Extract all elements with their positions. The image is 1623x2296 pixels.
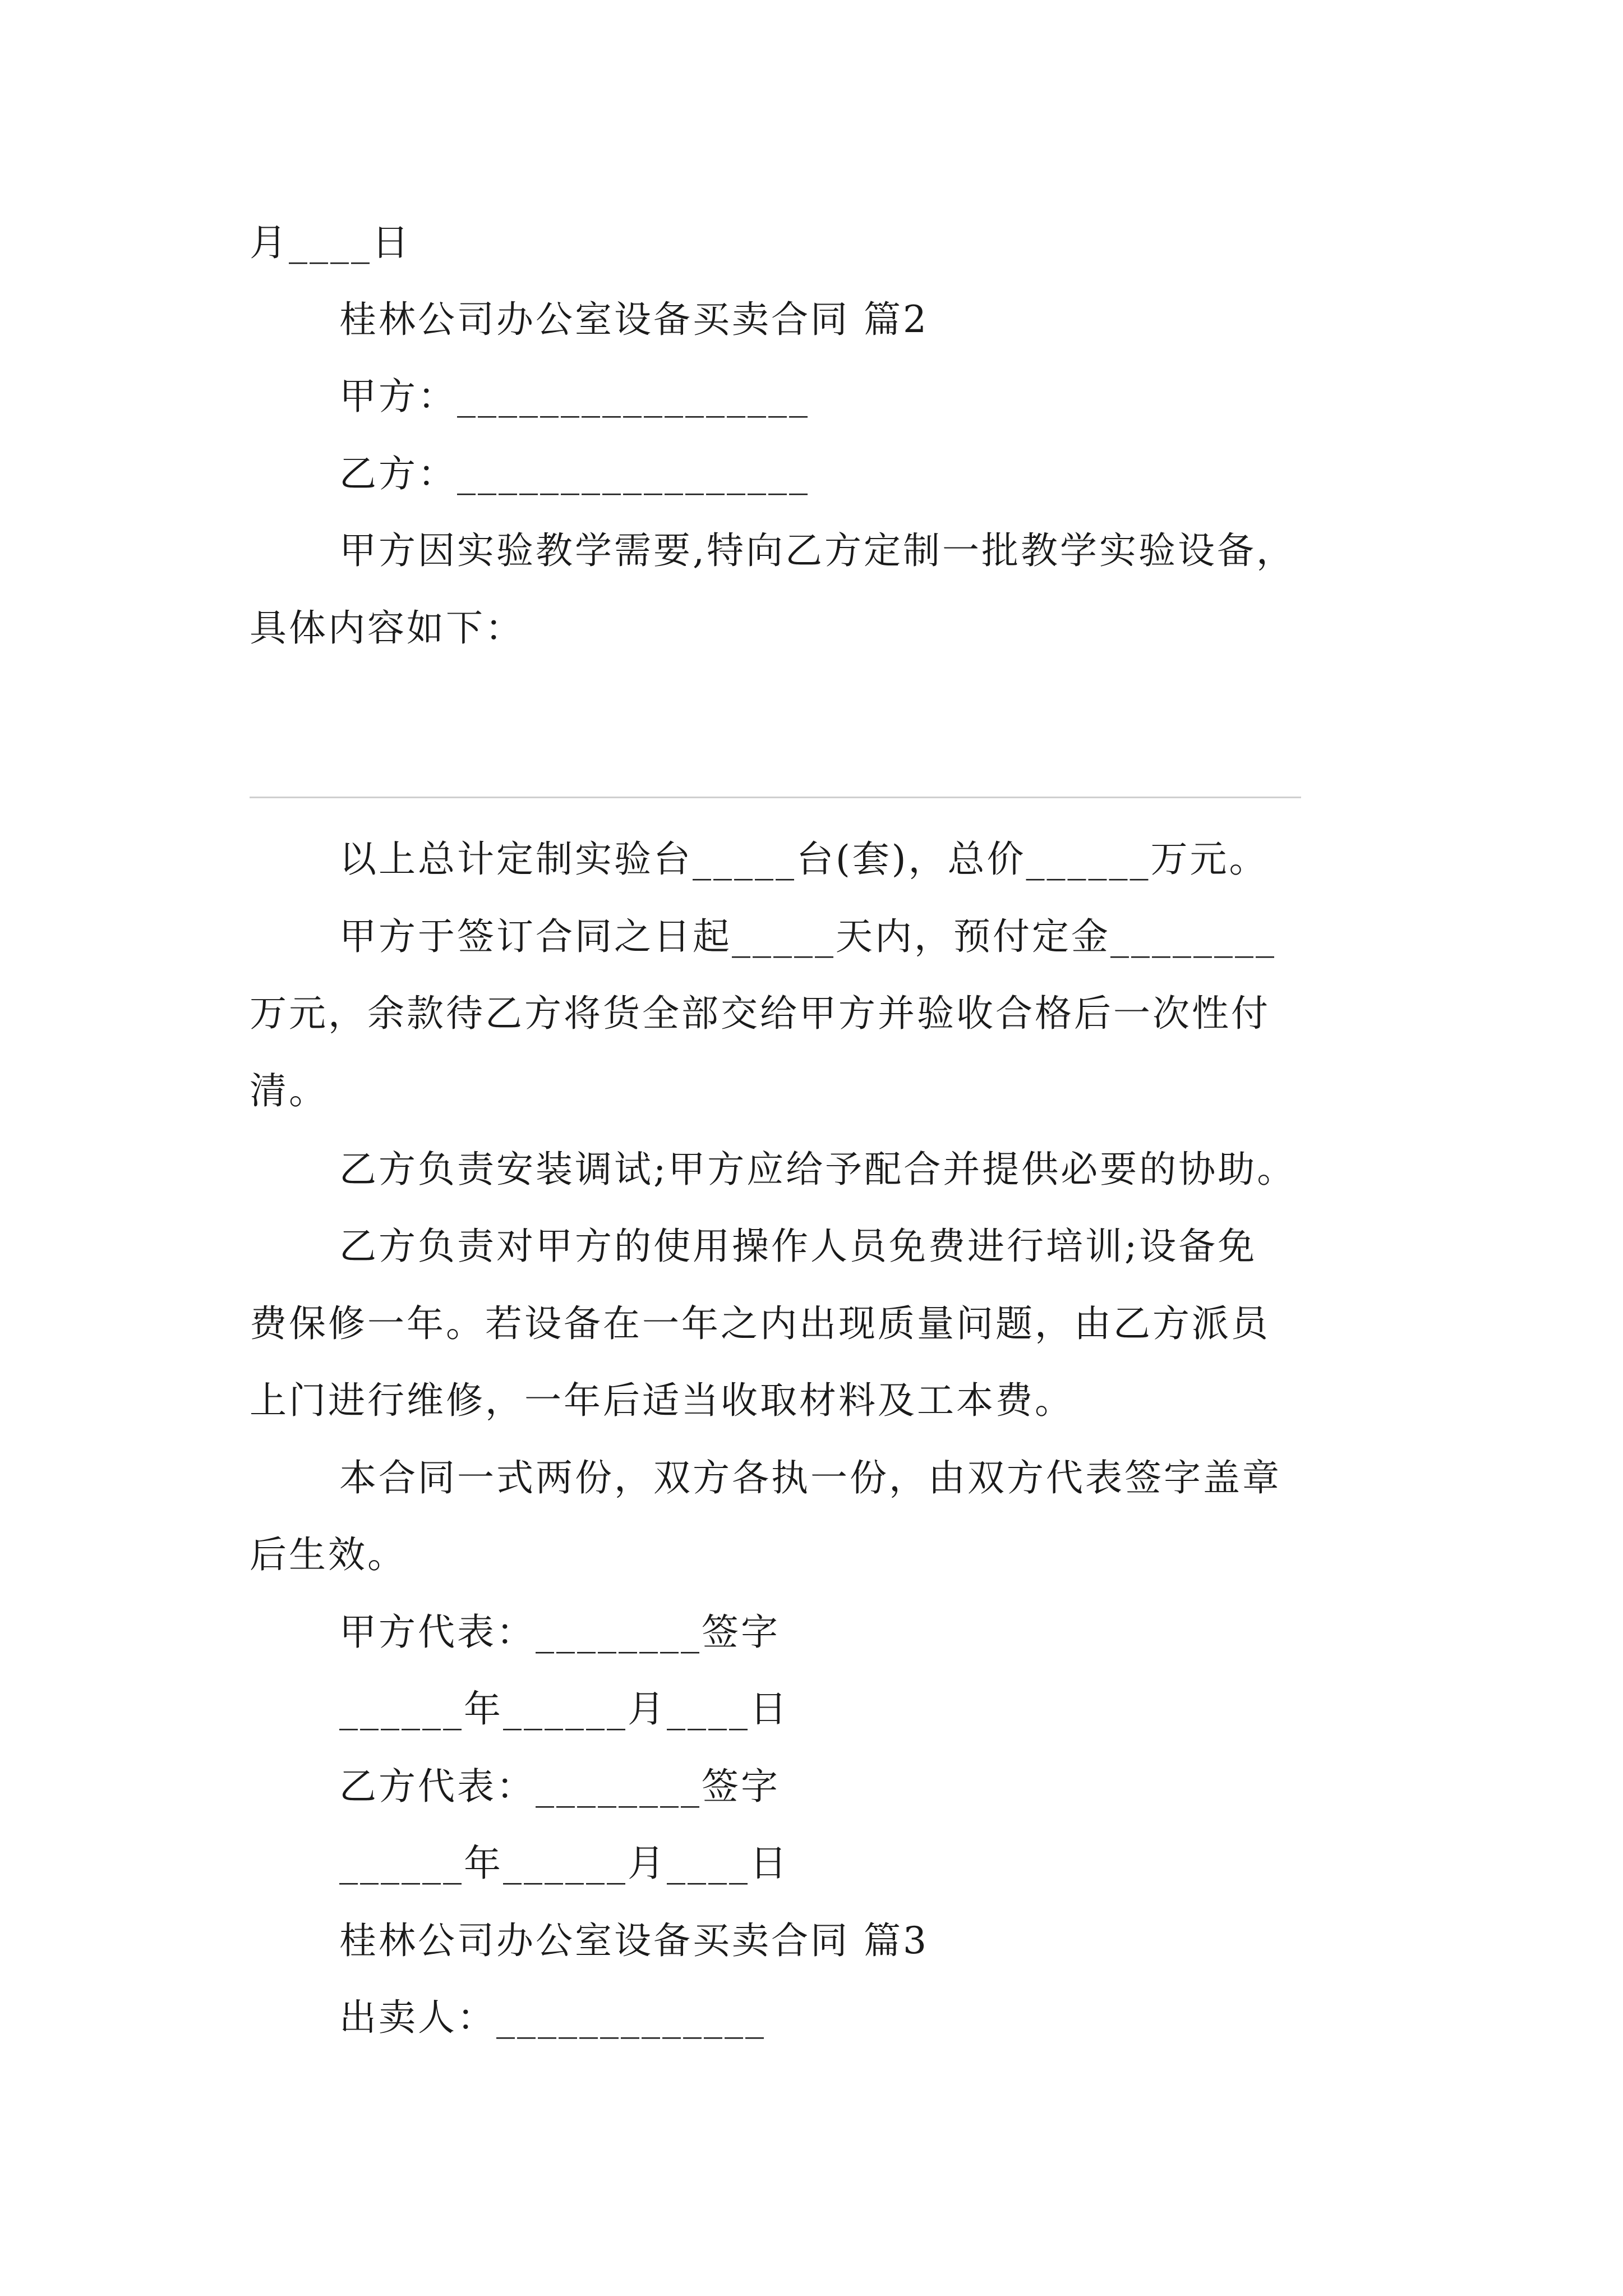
party-a-date: ______年______月____日: [339, 1687, 789, 1731]
paragraph-payment-3: 清。: [250, 1069, 328, 1112]
paragraph-intro-2: 具体内容如下：: [250, 606, 524, 650]
section-title-3: 桂林公司办公室设备买卖合同 篇3: [339, 1919, 929, 1962]
paragraph-training-1: 乙方负责对甲方的使用操作人员免费进行培训;设备免: [339, 1225, 1257, 1268]
party-b-date: ______年______月____日: [339, 1842, 789, 1885]
paragraph-payment-1: 甲方于签订合同之日起_____天内，预付定金________: [339, 915, 1276, 958]
paragraph-training-2: 费保修一年。若设备在一年之内出现质量问题，由乙方派员: [250, 1302, 1270, 1345]
paragraph-installation: 乙方负责安装调试;甲方应给予配合并提供必要的协助。: [339, 1148, 1297, 1191]
seller-line: 出卖人：_____________: [339, 1996, 766, 2039]
section-title-2: 桂林公司办公室设备买卖合同 篇2: [339, 298, 929, 341]
date-line-top: 月____日: [250, 221, 411, 264]
paragraph-copies-1: 本合同一式两份，双方各执一份，由双方代表签字盖章: [339, 1456, 1281, 1499]
paragraph-payment-2: 万元，余款待乙方将货全部交给甲方并验收合格后一次性付: [250, 992, 1270, 1035]
party-b-line: 乙方：_________________: [339, 452, 810, 495]
paragraph-total: 以上总计定制实验台_____台(套)，总价______万元。: [339, 838, 1269, 881]
paragraph-training-3: 上门进行维修，一年后适当收取材料及工本费。: [250, 1379, 1074, 1422]
party-a-line: 甲方：_________________: [339, 375, 810, 418]
table-divider: [250, 797, 1301, 798]
party-b-representative: 乙方代表：________签字: [339, 1765, 780, 1808]
paragraph-intro-1: 甲方因实验教学需要,特向乙方定制一批教学实验设备，: [339, 529, 1295, 572]
paragraph-copies-2: 后生效。: [250, 1533, 407, 1576]
party-a-representative: 甲方代表：________签字: [339, 1611, 780, 1654]
